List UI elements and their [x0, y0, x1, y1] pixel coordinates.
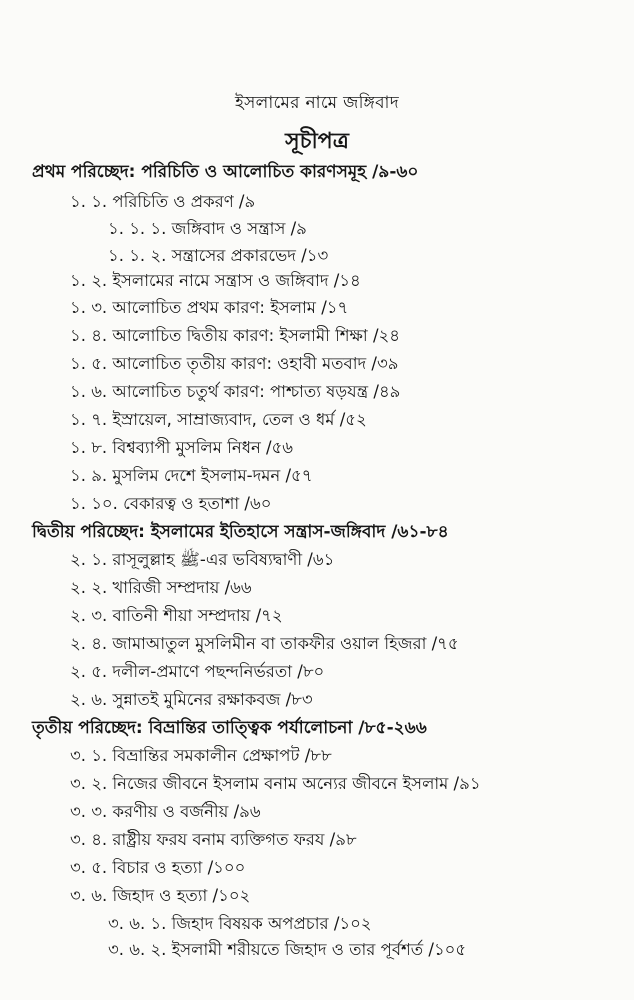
toc-entry	[70, 406, 367, 434]
toc-entry	[70, 630, 459, 658]
toc-entry-number: ৩. ৬.	[70, 886, 108, 905]
toc-entry-text: প্রথম পরিচ্ছেদ: পরিচিতি ও আলোচিত কারণসমূহ /৯-৬০	[32, 162, 419, 182]
toc-entry	[70, 798, 261, 826]
toc-entry	[70, 854, 245, 882]
toc-entry-text: আলোচিত দ্বিতীয় কারণ: ইসলামী শিক্ষা /২৪	[112, 326, 400, 345]
running-header: ইসলামের নামে জঙ্গিবাদ	[234, 93, 400, 113]
toc-entry-number: ২. ২.	[70, 578, 108, 597]
toc-entry	[70, 490, 271, 518]
toc-entry	[70, 267, 361, 295]
toc-entry-number: ২. ৬.	[70, 690, 108, 709]
toc-entry-text: সন্ত্রাসের প্রকারভেদ /১৩	[171, 246, 329, 265]
toc-entry	[70, 350, 398, 378]
toc-entry-text: জিহাদ বিষয়ক অপপ্রচার /১০২	[171, 914, 372, 933]
toc-entry	[70, 658, 324, 686]
toc-entry-text: সুন্নাতই মুমিনের রক্ষাকবজ /৮৩	[112, 690, 313, 709]
toc-entry	[70, 378, 400, 406]
toc-chapter-heading	[32, 714, 427, 742]
toc-chapter-heading	[32, 158, 419, 186]
toc-entry	[70, 188, 255, 216]
toc-entry-text: দ্বিতীয় পরিচ্ছেদ: ইসলামের ইতিহাসে সন্ত্রাস-জঙ্গিবাদ /৬১-৮৪	[32, 522, 449, 542]
toc-entry	[70, 602, 283, 630]
toc-entry	[108, 910, 372, 938]
toc-entry-number: ১. ৭.	[70, 410, 108, 429]
toc-entry-text: আলোচিত তৃতীয় কারণ: ওহাবী মতবাদ /৩৯	[112, 354, 399, 373]
toc-entry-text: ইস্রায়েল, সাম্রাজ্যবাদ, তেল ও ধর্ম /৫২	[112, 410, 367, 429]
toc-entry-text: ইসলামের নামে সন্ত্রাস ও জঙ্গিবাদ /১৪	[112, 271, 361, 290]
toc-entry	[70, 546, 334, 574]
toc-entry-text: বাতিনী শীয়া সম্প্রদায় /৭২	[112, 606, 283, 625]
toc-entry-number: ৩. ৪.	[70, 830, 108, 849]
toc-entry-number: ৩. ৫.	[70, 858, 108, 877]
toc-entry-number: ৩. ৬. ২.	[108, 940, 167, 959]
toc-entry-text: তৃতীয় পরিচ্ছেদ: বিভ্রান্তির তাত্ত্বিক পর্যালোচনা /৮৫-২৬৬	[32, 718, 427, 738]
toc-entry	[108, 242, 328, 270]
toc-entry-number: ১. ২.	[70, 271, 108, 290]
toc-entry-text: রাষ্ট্রীয় ফরয বনাম ব্যক্তিগত ফরয /৯৮	[112, 830, 357, 849]
toc-entry-text: জঙ্গিবাদ ও সন্ত্রাস /৯	[171, 219, 307, 238]
toc-entry-text: করণীয় ও বর্জনীয় /৯৬	[112, 802, 261, 821]
toc-entry-number: ২. ৪.	[70, 634, 108, 653]
toc-entry	[70, 882, 250, 910]
toc-entry	[70, 462, 313, 490]
toc-entry-number: ৩. ৩.	[70, 802, 108, 821]
toc-entry-text: আলোচিত প্রথম কারণ: ইসলাম /১৭	[112, 298, 349, 317]
toc-entry	[70, 686, 313, 714]
toc-entry-text: রাসূলুল্লাহ ﷺ-এর ভবিষ্যদ্বাণী /৬১	[112, 550, 335, 569]
toc-entry-number: ১. ৬.	[70, 382, 108, 401]
toc-entry-text: বিচার ও হত্যা /১০০	[112, 858, 246, 877]
toc-entry-number: ১. ৩.	[70, 298, 108, 317]
toc-entry-text: জিহাদ ও হত্যা /১০২	[112, 886, 251, 905]
toc-entry-text: বিশ্বব্যাপী মুসলিম নিধন /৫৬	[112, 438, 294, 457]
toc-entry-number: ২. ১.	[70, 550, 108, 569]
toc-entry-number: ২. ৫.	[70, 662, 108, 681]
toc-entry-number: ৩. ৬. ১.	[108, 914, 167, 933]
toc-entry-text: আলোচিত চতুর্থ কারণ: পাশ্চাত্য ষড়যন্ত্র /৪৯	[112, 382, 401, 401]
toc-entry-text: বিভ্রান্তির সমকালীন প্রেক্ষাপট /৮৮	[112, 746, 332, 765]
toc-entry-number: ১. ৫.	[70, 354, 108, 373]
toc-entry-number: ২. ৩.	[70, 606, 108, 625]
toc-entry	[70, 434, 293, 462]
toc-entry-text: পরিচিতি ও প্রকরণ /৯	[112, 192, 256, 211]
toc-entry-number: ১. ৮.	[70, 438, 108, 457]
toc-chapter-heading	[32, 518, 449, 546]
toc-entry-number: ১. ৯.	[70, 466, 108, 485]
toc-entry-text: দলীল-প্রমাণে পছন্দনির্ভরতা /৮০	[112, 662, 325, 681]
toc-entry	[70, 770, 481, 798]
toc-entry	[70, 322, 400, 350]
toc-entry	[70, 294, 348, 322]
toc-entry	[108, 215, 307, 243]
toc-entry	[70, 574, 252, 602]
toc-entry-number: ১. ১.	[70, 192, 108, 211]
toc-entry-text: বেকারত্ব ও হতাশা /৬০	[123, 494, 272, 513]
toc-entry	[70, 742, 332, 770]
toc-entry-text: ইসলামী শরীয়তে জিহাদ ও তার পূর্বশর্ত /১০৫	[171, 940, 467, 959]
toc-entry-text: জামাআতুল মুসলিমীন বা তাকফীর ওয়াল হিজরা /৭৫	[112, 634, 459, 653]
toc-entry-text: নিজের জীবনে ইসলাম বনাম অন্যের জীবনে ইসলাম /৯১	[112, 774, 481, 793]
toc-entry-number: ১. ১০.	[70, 494, 118, 513]
toc-entry-number: ১. ১. ২.	[108, 246, 167, 265]
toc-entry-text: মুসলিম দেশে ইসলাম-দমন /৫৭	[112, 466, 313, 485]
toc-entry-number: ১. ১. ১.	[108, 219, 167, 238]
toc-entry-number: ৩. ২.	[70, 774, 108, 793]
toc-entry	[70, 826, 357, 854]
toc-entry-number: ১. ৪.	[70, 326, 108, 345]
toc-entry	[108, 936, 466, 964]
toc-entry-text: খারিজী সম্প্রদায় /৬৬	[112, 578, 252, 597]
toc-title: সূচীপত্র	[285, 129, 349, 154]
toc-entry-number: ৩. ১.	[70, 746, 108, 765]
